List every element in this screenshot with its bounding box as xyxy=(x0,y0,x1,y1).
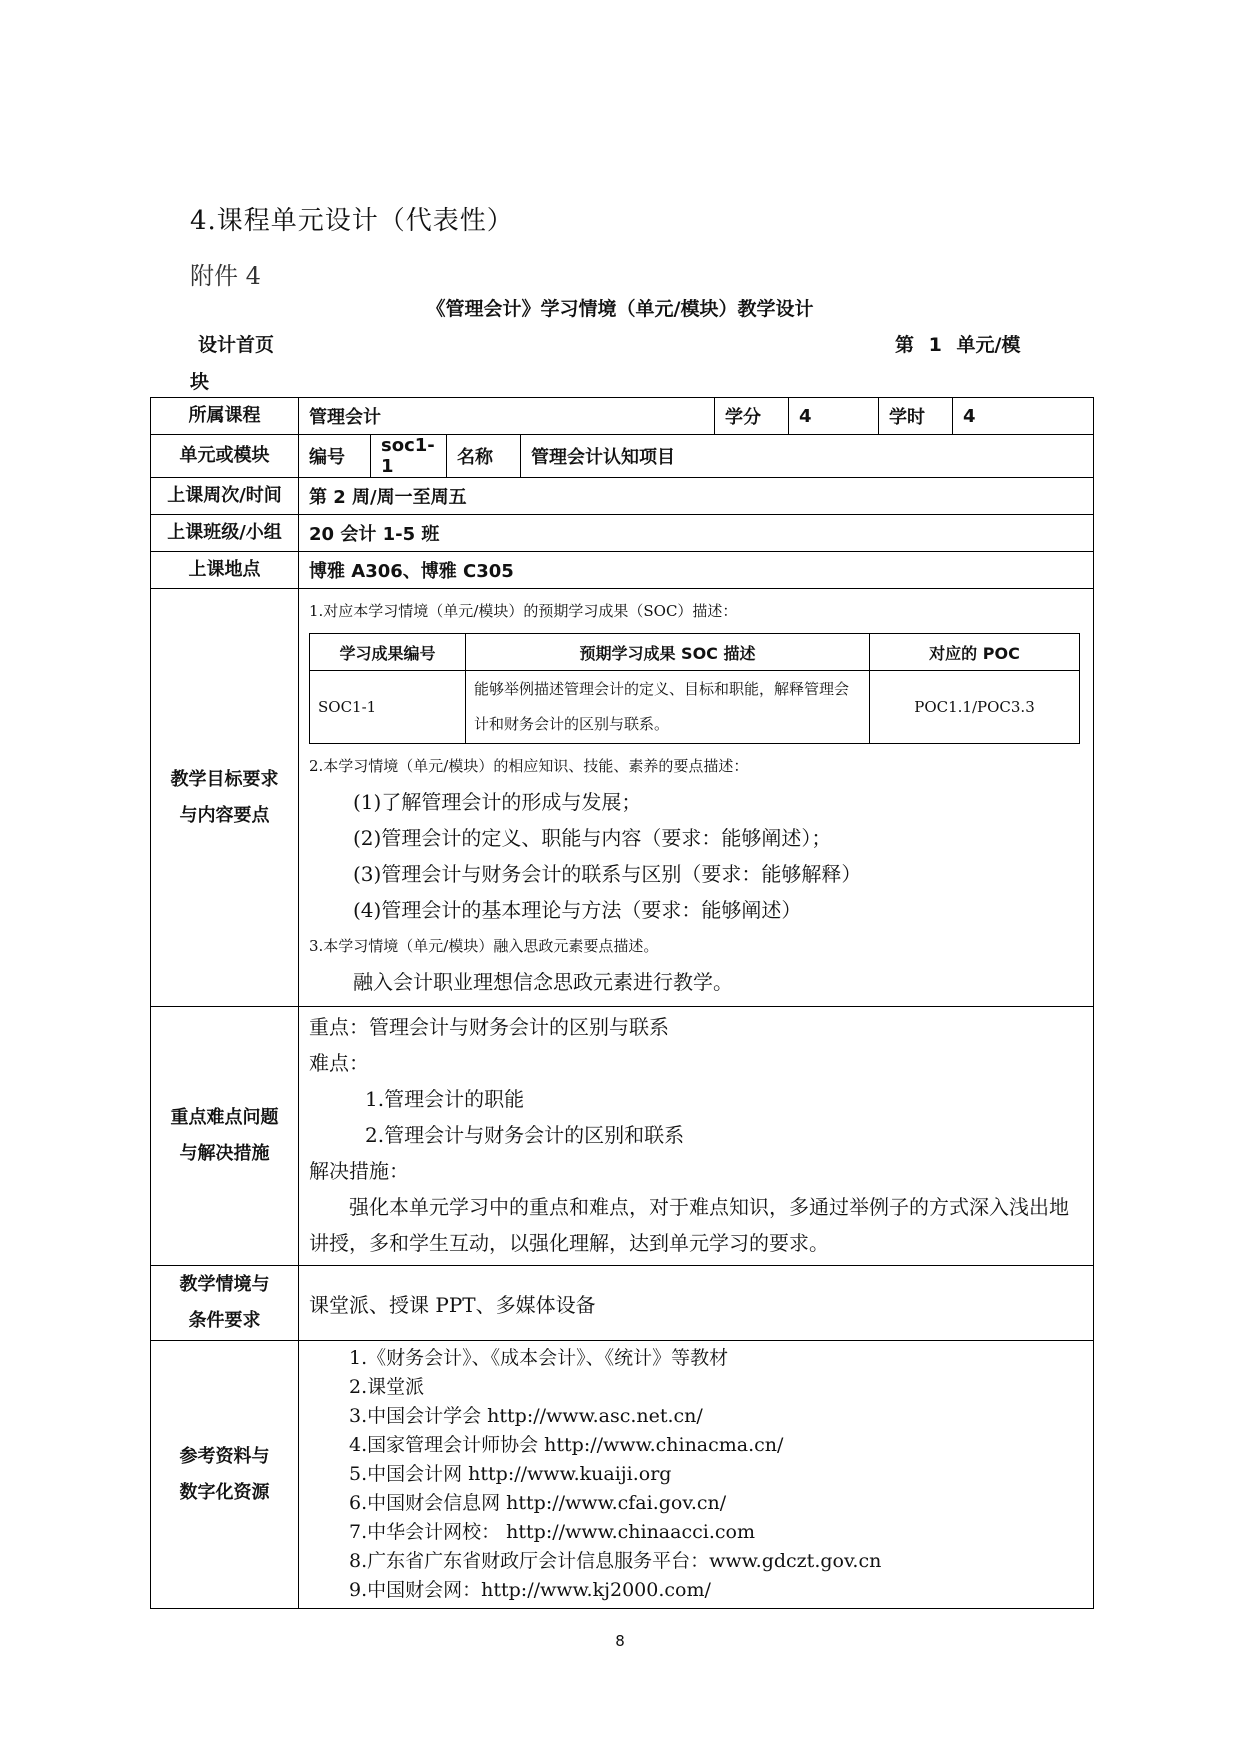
reference-item: 6.中国财会信息网 http://www.cfai.gov.cn/ xyxy=(349,1492,727,1514)
references-label-line2: 数字化资源 xyxy=(179,1481,270,1503)
week-row xyxy=(151,478,1094,515)
course-row xyxy=(151,398,1094,435)
ideology-text: 融入会计职业理想信念思政元素进行教学。 xyxy=(353,970,733,994)
attachment-label: 附件 4 xyxy=(190,262,261,290)
class-value: 20 会计 1-5 班 xyxy=(299,515,1094,552)
code-value: soc1-1 xyxy=(371,435,447,478)
point-item: (3)管理会计与财务会计的联系与区别（要求：能够解释） xyxy=(353,862,862,886)
ideology-intro: 3.本学习情境（单元/模块）融入思政元素要点描述。 xyxy=(309,937,659,955)
reference-item: 4.国家管理会计师协会 http://www.chinacma.cn/ xyxy=(349,1434,784,1456)
references-label xyxy=(151,1341,299,1609)
soc-intro: 1.对应本学习情境（单元/模块）的预期学习成果（SOC）描述： xyxy=(309,602,738,620)
soc-code: SOC1-1 xyxy=(310,671,466,744)
difficulties-row xyxy=(151,1007,1094,1266)
difficulties-label-line1: 重点难点问题 xyxy=(170,1107,279,1128)
point-item: (1)了解管理会计的形成与发展； xyxy=(353,790,642,814)
hard-item: 1.管理会计的职能 xyxy=(365,1087,525,1111)
references-row xyxy=(151,1341,1094,1609)
reference-item: 7.中华会计网校： http://www.chinaacci.com xyxy=(349,1521,755,1543)
difficulties-content xyxy=(299,1007,1094,1266)
measure-label: 解决措施： xyxy=(309,1159,409,1183)
key-point: 重点：管理会计与财务会计的区别与联系 xyxy=(309,1015,669,1039)
soc-table-row xyxy=(310,671,1080,744)
measure-text: 强化本单元学习中的重点和难点，对于难点知识，多通过举例子的方式深入浅出地讲授，多和学生互动，以强化理解，达到单元学习的要求。 xyxy=(309,1195,1069,1255)
document-title: 《管理会计》学习情境（单元/模块）教学设计 xyxy=(426,298,814,320)
hard-item: 2.管理会计与财务会计的区别和联系 xyxy=(365,1123,685,1147)
class-label: 上课班级/小组 xyxy=(151,515,299,552)
difficulties-label xyxy=(151,1007,299,1266)
credit-value: 4 xyxy=(789,398,879,435)
unit-number-label: 第 1 单元/模 xyxy=(895,334,1021,356)
page-number: 8 xyxy=(615,1632,625,1650)
week-value: 第 2 周/周一至周五 xyxy=(299,478,1094,515)
conditions-value: 课堂派、授课 PPT、多媒体设备 xyxy=(299,1266,1094,1341)
course-value: 管理会计 xyxy=(299,398,715,435)
design-home-label: 设计首页 xyxy=(198,334,275,356)
credit-label: 学分 xyxy=(715,398,789,435)
conditions-label-line1: 教学情境与 xyxy=(179,1274,270,1295)
code-label: 编号 xyxy=(299,435,371,478)
point-item: (2)管理会计的定义、职能与内容（要求：能够阐述）； xyxy=(353,826,832,850)
objectives-row xyxy=(151,589,1094,1007)
conditions-label xyxy=(151,1266,299,1341)
reference-item: 9.中国财会网：http://www.kj2000.com/ xyxy=(349,1579,711,1601)
conditions-row xyxy=(151,1266,1094,1341)
conditions-label-line2: 条件要求 xyxy=(188,1310,261,1331)
reference-item: 2.课堂派 xyxy=(349,1376,425,1398)
objectives-content xyxy=(299,589,1094,1007)
point-item: (4)管理会计的基本理论与方法（要求：能够阐述） xyxy=(353,898,802,922)
hours-label: 学时 xyxy=(879,398,953,435)
objectives-label-line1: 教学目标要求 xyxy=(170,768,279,790)
place-label: 上课地点 xyxy=(151,552,299,589)
references-label-line1: 参考资料与 xyxy=(179,1445,270,1467)
soc-header-poc: 对应的 POC xyxy=(870,634,1080,671)
place-value: 博雅 A306、博雅 C305 xyxy=(299,552,1094,589)
name-value: 管理会计认知项目 xyxy=(521,435,1094,478)
points-intro: 2.本学习情境（单元/模块）的相应知识、技能、素养的要点描述： xyxy=(309,757,749,775)
name-label: 名称 xyxy=(447,435,521,478)
section-heading: 4.课程单元设计（代表性） xyxy=(190,206,514,236)
references-content xyxy=(299,1341,1094,1609)
class-row xyxy=(151,515,1094,552)
reference-item: 8.广东省广东省财政厅会计信息服务平台：www.gdczt.gov.cn xyxy=(349,1550,882,1572)
unit-label: 单元或模块 xyxy=(151,435,299,478)
soc-table xyxy=(309,633,1080,744)
soc-poc: POC1.1/POC3.3 xyxy=(870,671,1080,744)
soc-table-header xyxy=(310,634,1080,671)
week-label: 上课周次/时间 xyxy=(151,478,299,515)
unit-row xyxy=(151,435,1094,478)
place-row xyxy=(151,552,1094,589)
reference-item: 1.《财务会计》、《成本会计》、《统计》等教材 xyxy=(349,1347,729,1369)
objectives-label-line2: 与内容要点 xyxy=(179,804,270,826)
hard-label: 难点： xyxy=(309,1051,369,1075)
reference-item: 5.中国会计网 http://www.kuaiji.org xyxy=(349,1463,672,1485)
soc-header-desc: 预期学习成果 SOC 描述 xyxy=(466,634,870,671)
objectives-label xyxy=(151,589,299,1007)
soc-description: 能够举例描述管理会计的定义、目标和职能，解释管理会计和财务会计的区别与联系。 xyxy=(466,671,870,744)
unit-number-wrap: 块 xyxy=(190,371,210,393)
reference-item: 3.中国会计学会 http://www.asc.net.cn/ xyxy=(349,1405,703,1427)
soc-header-code: 学习成果编号 xyxy=(310,634,466,671)
course-label: 所属课程 xyxy=(151,398,299,435)
hours-value: 4 xyxy=(953,398,1094,435)
design-table xyxy=(150,397,1094,1609)
difficulties-label-line2: 与解决措施 xyxy=(179,1143,270,1164)
